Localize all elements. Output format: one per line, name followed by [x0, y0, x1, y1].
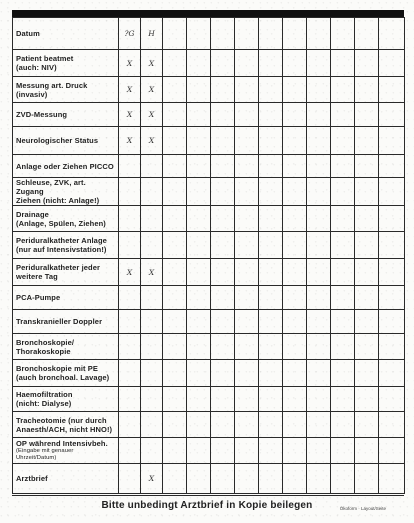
empty-cell[interactable] — [283, 387, 307, 412]
empty-cell[interactable] — [259, 259, 283, 286]
empty-cell[interactable] — [307, 286, 331, 310]
empty-cell[interactable] — [355, 464, 379, 494]
form-row — [13, 464, 405, 494]
check-cell[interactable]: X — [119, 50, 141, 77]
empty-cell[interactable] — [163, 412, 187, 438]
empty-cell[interactable] — [211, 103, 235, 127]
empty-cell[interactable] — [163, 206, 187, 232]
check-cell[interactable]: X — [141, 77, 163, 103]
check-cell[interactable] — [141, 155, 163, 178]
empty-cell[interactable] — [355, 77, 379, 103]
empty-cell[interactable] — [163, 259, 187, 286]
row-label-line: Drainage — [16, 209, 49, 219]
empty-cell[interactable] — [355, 334, 379, 360]
form-row — [13, 77, 405, 103]
empty-cell[interactable] — [187, 206, 211, 232]
check-cell[interactable] — [119, 206, 141, 232]
empty-cell[interactable] — [307, 18, 331, 50]
empty-cell[interactable] — [259, 387, 283, 412]
empty-cell[interactable] — [331, 155, 355, 178]
empty-cell[interactable] — [163, 438, 187, 464]
form-row — [13, 206, 405, 232]
empty-cell[interactable] — [283, 334, 307, 360]
row-label-line: (auch: NIV) — [16, 63, 57, 72]
empty-cell[interactable] — [187, 127, 211, 155]
empty-cell[interactable] — [235, 464, 259, 494]
check-cell[interactable] — [141, 387, 163, 412]
empty-cell[interactable] — [211, 127, 235, 155]
empty-cell[interactable] — [211, 206, 235, 232]
empty-cell[interactable] — [379, 232, 405, 259]
form-row — [13, 103, 405, 127]
empty-cell[interactable] — [235, 360, 259, 387]
empty-cell[interactable] — [163, 464, 187, 494]
check-cell[interactable]: X — [119, 103, 141, 127]
form-row — [13, 286, 405, 310]
empty-cell[interactable] — [355, 103, 379, 127]
check-cell[interactable] — [119, 438, 141, 464]
empty-cell[interactable] — [331, 412, 355, 438]
empty-cell[interactable] — [307, 155, 331, 178]
check-cell[interactable] — [119, 178, 141, 206]
empty-cell[interactable] — [307, 232, 331, 259]
empty-cell[interactable] — [379, 259, 405, 286]
empty-cell[interactable] — [235, 412, 259, 438]
check-cell[interactable] — [141, 206, 163, 232]
empty-cell[interactable] — [331, 77, 355, 103]
empty-cell[interactable] — [307, 310, 331, 334]
check-cell[interactable]: X — [119, 77, 141, 103]
empty-cell[interactable] — [331, 50, 355, 77]
check-cell[interactable]: X — [141, 464, 163, 494]
empty-cell[interactable] — [211, 178, 235, 206]
empty-cell[interactable] — [331, 232, 355, 259]
empty-cell[interactable] — [331, 127, 355, 155]
empty-cell[interactable] — [163, 286, 187, 310]
empty-cell[interactable] — [163, 18, 187, 50]
row-label-line: (auch bronchoal. Lavage) — [16, 373, 110, 382]
empty-cell[interactable] — [235, 334, 259, 360]
empty-cell[interactable] — [259, 178, 283, 206]
empty-cell[interactable] — [379, 127, 405, 155]
row-label — [13, 232, 119, 259]
empty-cell[interactable] — [331, 360, 355, 387]
empty-cell[interactable] — [283, 438, 307, 464]
row-label — [13, 438, 119, 464]
check-cell[interactable] — [141, 286, 163, 310]
empty-cell[interactable] — [235, 77, 259, 103]
empty-cell[interactable] — [187, 387, 211, 412]
empty-cell[interactable] — [187, 310, 211, 334]
empty-cell[interactable] — [259, 50, 283, 77]
check-cell[interactable]: X — [141, 103, 163, 127]
empty-cell[interactable] — [259, 127, 283, 155]
empty-cell[interactable] — [235, 103, 259, 127]
empty-cell[interactable] — [235, 259, 259, 286]
empty-cell[interactable] — [331, 18, 355, 50]
empty-cell[interactable] — [307, 464, 331, 494]
empty-cell[interactable] — [379, 310, 405, 334]
empty-cell[interactable] — [187, 103, 211, 127]
empty-cell[interactable] — [211, 334, 235, 360]
empty-cell[interactable] — [187, 438, 211, 464]
empty-cell[interactable] — [211, 438, 235, 464]
empty-cell[interactable] — [355, 232, 379, 259]
row-label-line: Tracheotomie (nur durch — [16, 415, 107, 425]
row-label-line: Transkranieller Doppler — [16, 317, 103, 326]
check-cell[interactable] — [119, 412, 141, 438]
form-row — [13, 18, 405, 50]
check-cell[interactable] — [141, 178, 163, 206]
form-row — [13, 50, 405, 77]
empty-cell[interactable] — [355, 206, 379, 232]
empty-cell[interactable] — [331, 103, 355, 127]
empty-cell[interactable] — [235, 286, 259, 310]
row-label — [13, 334, 119, 360]
check-cell[interactable] — [119, 310, 141, 334]
row-label-line: Bronchoskopie/ — [16, 337, 75, 347]
check-cell[interactable] — [119, 232, 141, 259]
row-label-line: Haemofiltration — [16, 390, 73, 399]
empty-cell[interactable] — [379, 206, 405, 232]
empty-cell[interactable] — [235, 178, 259, 206]
row-label — [13, 387, 119, 412]
row-label — [13, 77, 119, 103]
empty-cell[interactable] — [211, 464, 235, 494]
empty-cell[interactable] — [163, 103, 187, 127]
empty-cell[interactable] — [163, 50, 187, 77]
check-cell[interactable] — [141, 310, 163, 334]
empty-cell[interactable] — [211, 18, 235, 50]
header-bar — [12, 10, 404, 17]
empty-cell[interactable] — [187, 334, 211, 360]
empty-cell[interactable] — [355, 259, 379, 286]
empty-cell[interactable] — [163, 232, 187, 259]
empty-cell[interactable] — [235, 232, 259, 259]
row-label — [13, 103, 119, 127]
empty-cell[interactable] — [355, 155, 379, 178]
row-label-line: Bronchoskopie mit PE — [16, 364, 99, 373]
empty-cell[interactable] — [211, 50, 235, 77]
empty-cell[interactable] — [259, 155, 283, 178]
empty-cell[interactable] — [379, 286, 405, 310]
empty-cell[interactable] — [187, 77, 211, 103]
empty-cell[interactable] — [379, 178, 405, 206]
empty-cell[interactable] — [283, 232, 307, 259]
empty-cell[interactable] — [355, 50, 379, 77]
empty-cell[interactable] — [163, 77, 187, 103]
empty-cell[interactable] — [355, 438, 379, 464]
empty-cell[interactable] — [379, 50, 405, 77]
row-label-line: Schleuse, ZVK, art. Zugang — [16, 178, 86, 196]
empty-cell[interactable] — [379, 360, 405, 387]
empty-cell[interactable] — [211, 77, 235, 103]
empty-cell[interactable] — [187, 155, 211, 178]
date-cell[interactable]: H — [141, 18, 163, 50]
empty-cell[interactable] — [307, 412, 331, 438]
check-cell[interactable] — [119, 155, 141, 178]
form-row — [13, 438, 405, 464]
form-row — [13, 259, 405, 286]
check-cell[interactable] — [141, 232, 163, 259]
row-label-line: Anaesth/ACH, nicht HNO!) — [16, 424, 113, 434]
row-label-line: (Eingabe mit genauer Uhrzeit/Datum) — [16, 448, 74, 461]
form-row — [13, 387, 405, 412]
empty-cell[interactable] — [283, 103, 307, 127]
check-cell[interactable] — [119, 387, 141, 412]
empty-cell[interactable] — [307, 334, 331, 360]
empty-cell[interactable] — [211, 232, 235, 259]
empty-cell[interactable] — [379, 103, 405, 127]
form-row — [13, 412, 405, 438]
row-label-line: Ziehen (nicht: Anlage!) — [16, 196, 100, 205]
empty-cell[interactable] — [235, 18, 259, 50]
empty-cell[interactable] — [307, 50, 331, 77]
form-row — [13, 232, 405, 259]
empty-cell[interactable] — [331, 259, 355, 286]
empty-cell[interactable] — [259, 464, 283, 494]
empty-cell[interactable] — [235, 387, 259, 412]
empty-cell[interactable] — [259, 310, 283, 334]
empty-cell[interactable] — [331, 387, 355, 412]
row-label — [13, 310, 119, 334]
check-cell[interactable]: X — [141, 127, 163, 155]
empty-cell[interactable] — [307, 178, 331, 206]
empty-cell[interactable] — [259, 412, 283, 438]
empty-cell[interactable] — [331, 178, 355, 206]
empty-cell[interactable] — [235, 206, 259, 232]
empty-cell[interactable] — [379, 412, 405, 438]
empty-cell[interactable] — [307, 387, 331, 412]
empty-cell[interactable] — [163, 178, 187, 206]
empty-cell[interactable] — [355, 178, 379, 206]
empty-cell[interactable] — [355, 360, 379, 387]
empty-cell[interactable] — [211, 310, 235, 334]
footer-instruction: Bitte unbedingt Arztbrief in Kopie beilegen — [101, 500, 313, 511]
empty-cell[interactable] — [379, 387, 405, 412]
empty-cell[interactable] — [355, 412, 379, 438]
empty-cell[interactable] — [331, 286, 355, 310]
form-row — [13, 155, 405, 178]
row-label-line: PCA-Pumpe — [16, 293, 61, 302]
empty-cell[interactable] — [283, 206, 307, 232]
empty-cell[interactable] — [379, 334, 405, 360]
row-label — [13, 155, 119, 178]
empty-cell[interactable] — [235, 310, 259, 334]
empty-cell[interactable] — [259, 438, 283, 464]
empty-cell[interactable] — [283, 412, 307, 438]
row-label-line: Thorakoskopie — [16, 346, 71, 356]
empty-cell[interactable] — [187, 464, 211, 494]
empty-cell[interactable] — [163, 387, 187, 412]
check-cell[interactable]: X — [141, 50, 163, 77]
empty-cell[interactable] — [163, 334, 187, 360]
row-label-line: (nicht: Dialyse) — [16, 399, 72, 408]
empty-cell[interactable] — [307, 77, 331, 103]
form-row — [13, 178, 405, 206]
row-label-line: OP während Intensivbeh. — [16, 439, 108, 448]
form-row — [13, 334, 405, 360]
empty-cell[interactable] — [283, 464, 307, 494]
empty-cell[interactable] — [211, 155, 235, 178]
empty-cell[interactable] — [235, 155, 259, 178]
empty-cell[interactable] — [259, 334, 283, 360]
row-label — [13, 360, 119, 387]
empty-cell[interactable] — [307, 360, 331, 387]
row-label-line: Messung art. Druck — [16, 80, 88, 90]
empty-cell[interactable] — [259, 232, 283, 259]
empty-cell[interactable] — [211, 412, 235, 438]
row-label-line: ZVD-Messung — [16, 110, 68, 119]
form-code: Ökoform · Layout/Seite — [339, 506, 386, 511]
empty-cell[interactable] — [283, 286, 307, 310]
check-cell[interactable] — [141, 334, 163, 360]
empty-cell[interactable] — [187, 412, 211, 438]
date-cell[interactable]: ?G — [119, 18, 141, 50]
empty-cell[interactable] — [187, 178, 211, 206]
empty-cell[interactable] — [283, 360, 307, 387]
empty-cell[interactable] — [331, 438, 355, 464]
empty-cell[interactable] — [187, 360, 211, 387]
check-cell[interactable] — [141, 360, 163, 387]
empty-cell[interactable] — [283, 77, 307, 103]
row-label — [13, 259, 119, 286]
empty-cell[interactable] — [283, 310, 307, 334]
check-cell[interactable] — [119, 334, 141, 360]
row-label — [13, 412, 119, 438]
empty-cell[interactable] — [283, 50, 307, 77]
empty-cell[interactable] — [283, 178, 307, 206]
row-label-line: Datum — [16, 29, 40, 38]
empty-cell[interactable] — [259, 206, 283, 232]
row-label-line: (Anlage, Spülen, Ziehen) — [16, 218, 106, 228]
row-label — [13, 286, 119, 310]
empty-cell[interactable] — [187, 18, 211, 50]
empty-cell[interactable] — [355, 127, 379, 155]
empty-cell[interactable] — [187, 286, 211, 310]
empty-cell[interactable] — [307, 127, 331, 155]
row-label-line: (nur auf Intensivstation!) — [16, 245, 107, 254]
empty-cell[interactable] — [235, 127, 259, 155]
empty-cell[interactable] — [355, 387, 379, 412]
check-cell[interactable] — [141, 438, 163, 464]
empty-cell[interactable] — [307, 259, 331, 286]
check-cell[interactable] — [119, 360, 141, 387]
empty-cell[interactable] — [331, 334, 355, 360]
row-label-line: Arztbrief — [16, 474, 48, 483]
row-label-line: Periduralkatheter jeder — [16, 263, 101, 272]
empty-cell[interactable] — [307, 103, 331, 127]
procedure-checklist-table — [12, 17, 405, 494]
row-label-line: Patient beatmet — [16, 54, 74, 63]
empty-cell[interactable] — [355, 286, 379, 310]
empty-cell[interactable] — [355, 18, 379, 50]
row-label — [13, 178, 119, 206]
empty-cell[interactable] — [259, 360, 283, 387]
row-label — [13, 18, 119, 50]
row-label — [13, 206, 119, 232]
empty-cell[interactable] — [235, 438, 259, 464]
empty-cell[interactable] — [283, 259, 307, 286]
empty-cell[interactable] — [163, 155, 187, 178]
empty-cell[interactable] — [379, 464, 405, 494]
empty-cell[interactable] — [379, 18, 405, 50]
empty-cell[interactable] — [211, 259, 235, 286]
empty-cell[interactable] — [259, 77, 283, 103]
empty-cell[interactable] — [259, 18, 283, 50]
empty-cell[interactable] — [283, 18, 307, 50]
empty-cell[interactable] — [163, 127, 187, 155]
empty-cell[interactable] — [331, 310, 355, 334]
empty-cell[interactable] — [259, 103, 283, 127]
check-cell[interactable] — [119, 464, 141, 494]
empty-cell[interactable] — [211, 387, 235, 412]
empty-cell[interactable] — [331, 464, 355, 494]
row-label-line: (invasiv) — [16, 89, 48, 99]
check-cell[interactable]: X — [141, 259, 163, 286]
row-label-line: Neurologischer Status — [16, 136, 99, 145]
empty-cell[interactable] — [283, 127, 307, 155]
empty-cell[interactable] — [187, 232, 211, 259]
empty-cell[interactable] — [379, 438, 405, 464]
row-label — [13, 50, 119, 77]
empty-cell[interactable] — [331, 206, 355, 232]
empty-cell[interactable] — [187, 259, 211, 286]
empty-cell[interactable] — [259, 286, 283, 310]
empty-cell[interactable] — [163, 310, 187, 334]
form-row — [13, 310, 405, 334]
empty-cell[interactable] — [163, 360, 187, 387]
check-cell[interactable] — [141, 412, 163, 438]
row-label — [13, 127, 119, 155]
row-label — [13, 464, 119, 494]
check-cell[interactable]: X — [119, 259, 141, 286]
row-label-line: Periduralkatheter Anlage — [16, 236, 107, 245]
empty-cell[interactable] — [235, 50, 259, 77]
row-label-line: Anlage oder Ziehen PICCO — [16, 161, 114, 171]
empty-cell[interactable] — [283, 155, 307, 178]
form-bottom-border — [12, 495, 404, 496]
empty-cell[interactable] — [307, 206, 331, 232]
empty-cell[interactable] — [379, 77, 405, 103]
row-label-line: weitere Tag — [16, 272, 58, 281]
empty-cell[interactable] — [307, 438, 331, 464]
empty-cell[interactable] — [355, 310, 379, 334]
empty-cell[interactable] — [379, 155, 405, 178]
empty-cell[interactable] — [211, 286, 235, 310]
form-row — [13, 127, 405, 155]
empty-cell[interactable] — [211, 360, 235, 387]
check-cell[interactable] — [119, 286, 141, 310]
empty-cell[interactable] — [187, 50, 211, 77]
check-cell[interactable]: X — [119, 127, 141, 155]
form-row — [13, 360, 405, 387]
